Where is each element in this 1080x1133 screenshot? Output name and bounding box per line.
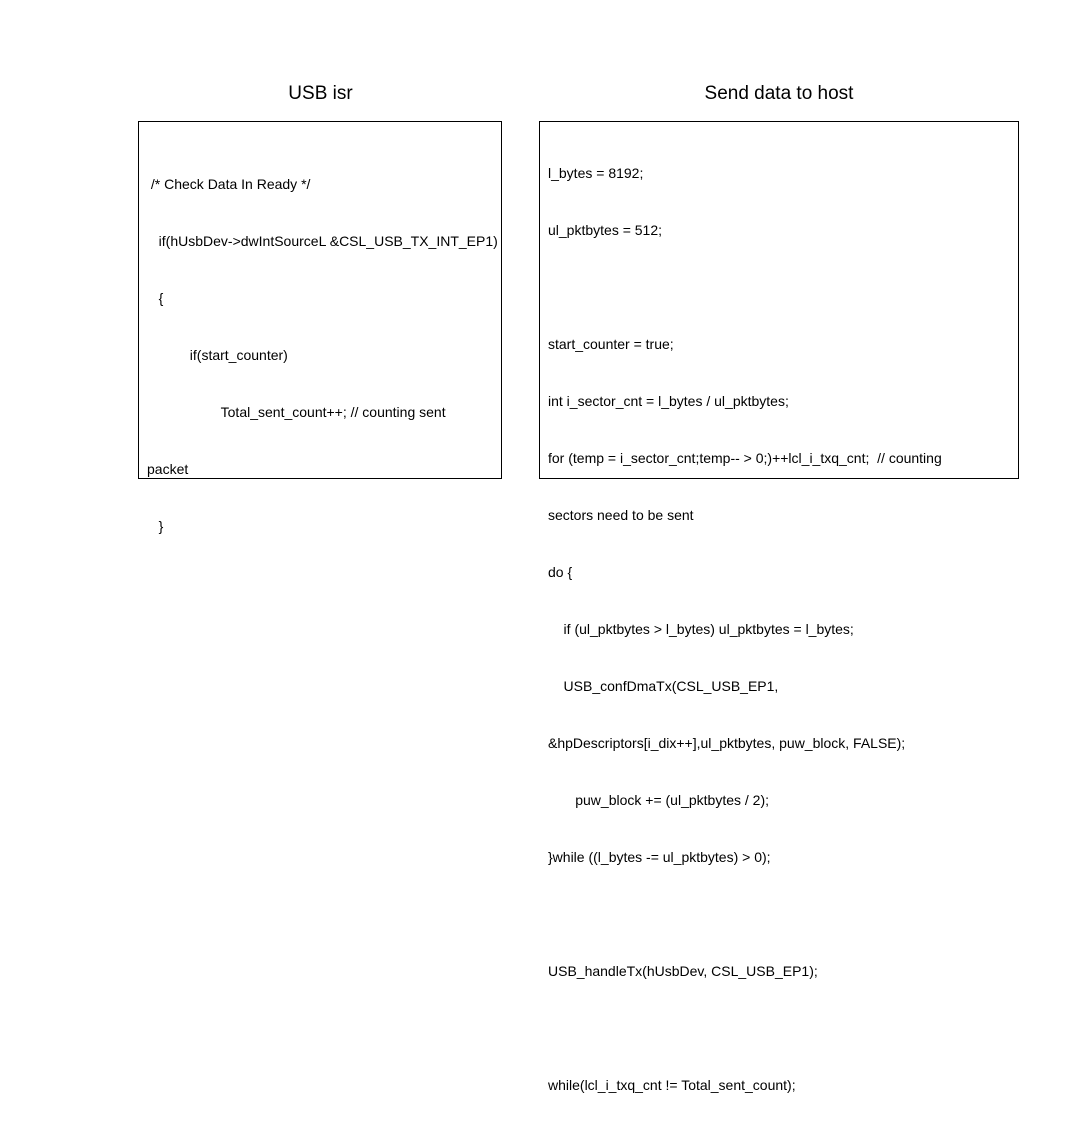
send-data-code (548, 126, 942, 1133)
code-line (548, 1019, 942, 1038)
code-line: USB_confDmaTx(CSL_USB_EP1, (548, 678, 779, 694)
code-line: packet (147, 461, 189, 477)
code-line: &hpDescriptors[i_dix++],ul_pktbytes, puw_block, FALSE); (548, 735, 906, 751)
code-line: do { (548, 564, 573, 580)
code-line: USB_handleTx(hUsbDev, CSL_USB_EP1); (548, 963, 818, 979)
code-line: { (147, 290, 164, 306)
code-line: if (ul_pktbytes > l_bytes) ul_pktbytes = l_bytes; (548, 621, 854, 637)
send-data-title: Send data to host (704, 83, 854, 104)
code-line: if(hUsbDev->dwIntSourceL &CSL_USB_TX_INT_EP1) (147, 233, 498, 249)
code-line: sectors need to be sent (548, 507, 694, 523)
usb-isr-code (147, 137, 498, 574)
code-line: start_counter = true; (548, 336, 674, 352)
code-line (548, 278, 942, 297)
code-line: }while ((l_bytes -= ul_pktbytes) > 0); (548, 849, 771, 865)
code-line: /* Check Data In Ready */ (147, 176, 311, 192)
usb-isr-title: USB isr (288, 83, 353, 104)
code-line: l_bytes = 8192; (548, 165, 644, 181)
code-line: Total_sent_count++; // counting sent (147, 404, 446, 420)
code-line: while(lcl_i_txq_cnt != Total_sent_count); (548, 1077, 796, 1093)
code-line: puw_block += (ul_pktbytes / 2); (548, 792, 769, 808)
code-line: } (147, 518, 164, 534)
code-line: for (temp = i_sector_cnt;temp-- > 0;)++lcl_i_txq_cnt; // counting (548, 450, 942, 466)
code-line: ul_pktbytes = 512; (548, 222, 663, 238)
usb-isr-code-box (138, 121, 502, 534)
code-line (548, 905, 942, 924)
code-line: int i_sector_cnt = l_bytes / ul_pktbytes; (548, 393, 789, 409)
send-data-code-box (539, 121, 1019, 1093)
code-line: if(start_counter) (147, 347, 288, 363)
